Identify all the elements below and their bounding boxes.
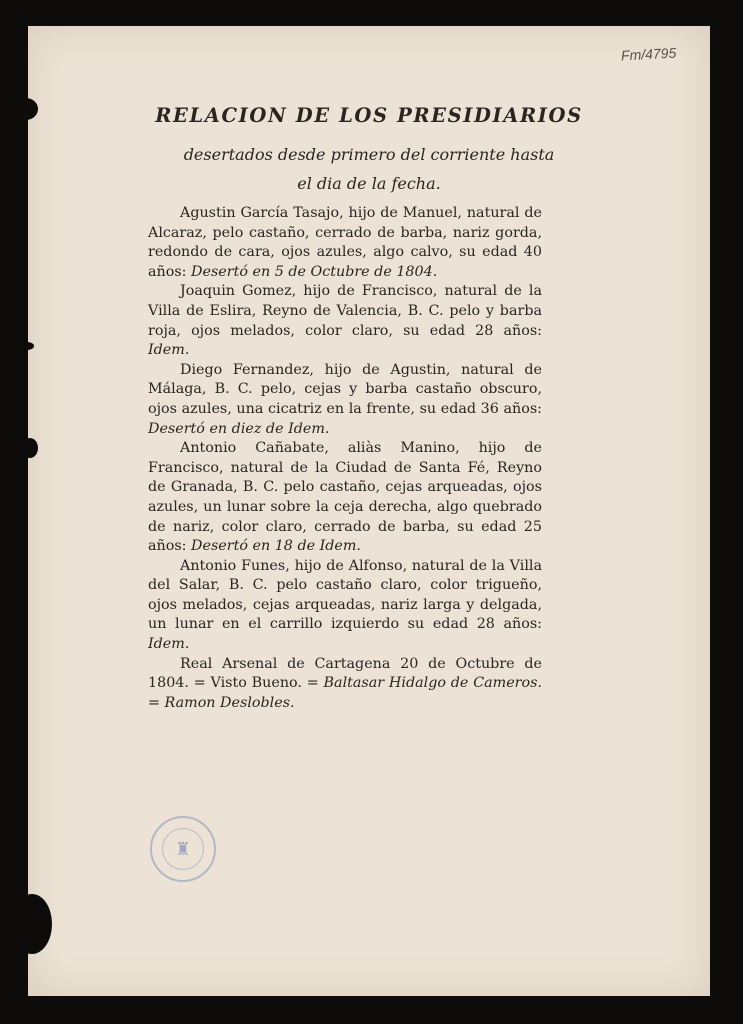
signatures: Baltasar Hidalgo de Cameros. = Ramon Deslobles. (148, 675, 542, 711)
entry-text: Antonio Funes, hijo de Alfonso, natural de la Villa del Salar, B. C. pelo castaño claro, color trigueño, ojos melados, cejas arqueadas, nariz larga y delgada, un lunar en el carrillo izquierdo su edad 28 años: (148, 557, 542, 633)
document-subtitle (28, 140, 710, 198)
closing-paragraph (148, 655, 542, 714)
document-title: RELACION DE LOS PRESIDIARIOS (155, 104, 583, 127)
entry-text: Agustin García Tasajo, hijo de Manuel, natural de Alcaraz, pelo castaño, cerrado de barba, nariz gorda, redondo de cara, ojos azules, algo calvo, su edad 40 años: (148, 205, 542, 280)
list-item (148, 557, 542, 655)
paper-damage (20, 342, 34, 350)
paper-damage (22, 438, 38, 458)
entry-text: Joaquin Gomez, hijo de Francisco, natural de la Villa de Eslira, Reyno de Valencia, B. C. pelo y barba roja, ojos melados, color claro, su edad 28 años: (148, 283, 542, 339)
library-stamp-icon (150, 816, 216, 882)
entry-status: Idem. (148, 342, 190, 359)
subtitle-line: el dia de la fecha. (297, 174, 441, 193)
entry-status: Desertó en diez de Idem. (148, 420, 330, 437)
subtitle-line: desertados desde primero del corriente hasta (183, 145, 555, 164)
entry-status: Desertó en 5 de Octubre de 1804. (191, 263, 438, 280)
entry-text: Antonio Cañabate, aliàs Manino, hijo de Francisco, natural de la Ciudad de Santa Fé, Reyno de Granada, B. C. pelo castaño, cejas arqueadas, ojos azules, un lunar sobre la ceja derecha, algo quebrado de nariz, color claro, cerrado de barba, su edad 25 años: (148, 440, 542, 555)
list-item (148, 439, 542, 557)
list-item (148, 361, 542, 439)
list-item (148, 204, 542, 282)
closing-text: Real Arsenal de Cartagena 20 de Octubre de 1804. = Visto Bueno. = (148, 655, 542, 692)
entry-status: Desertó en 18 de Idem. (191, 538, 361, 555)
entry-status: Idem. (148, 636, 190, 653)
archive-mark: Fm/4795 (620, 44, 677, 64)
document-page (28, 26, 710, 996)
paper-damage (12, 894, 52, 954)
entry-text: Diego Fernandez, hijo de Agustin, natural de Málaga, B. C. pelo, cejas y barba castaño obscuro, ojos azules, una cicatriz en la frente, su edad 36 años: (148, 361, 542, 417)
stamp-crest-icon: ♜ (162, 828, 204, 870)
list-item (148, 282, 542, 360)
document-body (148, 204, 542, 713)
